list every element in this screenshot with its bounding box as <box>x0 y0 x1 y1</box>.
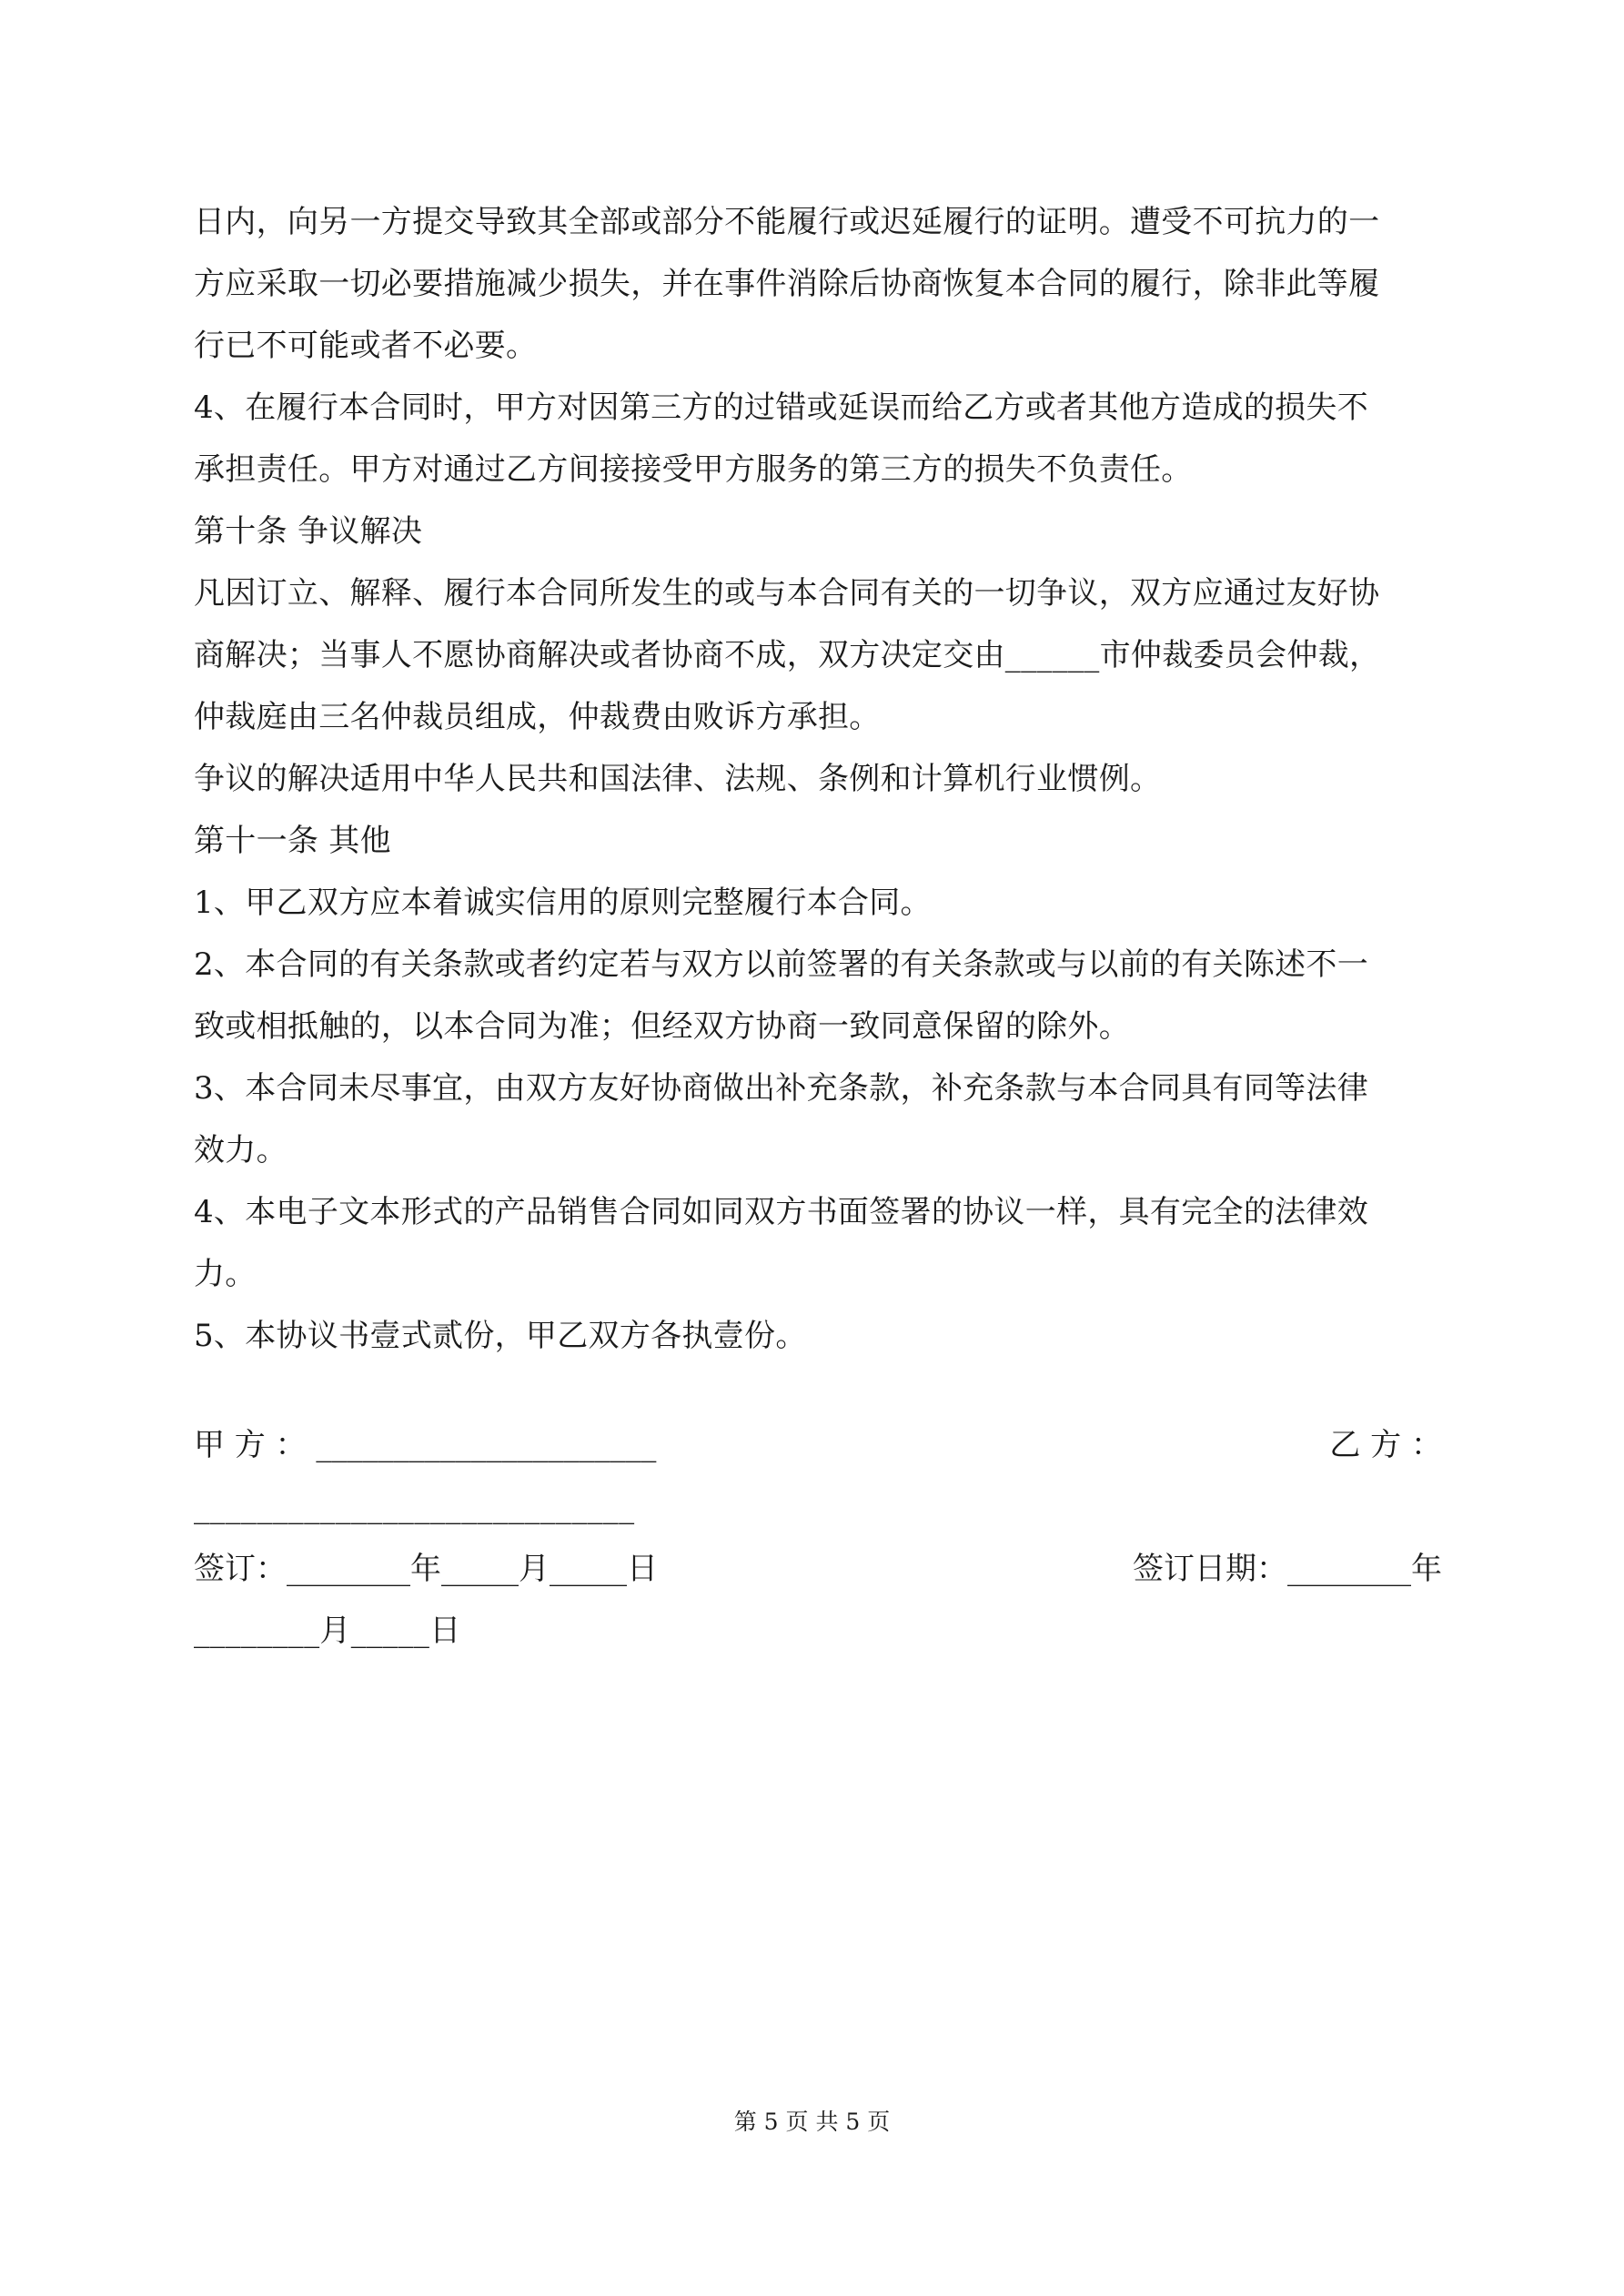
party-b-sign-date-cont: ________月_____日 <box>194 1613 461 1649</box>
text-line: 5、本协议书壹式贰份，甲乙双方各执壹份。 <box>194 1318 807 1354</box>
text-line: 2、本合同的有关条款或者约定若与双方以前签署的有关条款或与以前的有关陈述不一 <box>194 946 1369 983</box>
signature-spacer <box>194 1367 1442 1414</box>
text-line: 日内，向另一方提交导致其全部或部分不能履行或迟延履行的证明。遭受不可抗力的一 <box>194 204 1380 240</box>
party-b-signature: 乙 方 ： <box>1329 1427 1442 1463</box>
party-b-sign-date: 签订日期：________年 <box>1133 1551 1442 1587</box>
text-line: 致或相抵触的，以本合同为准；但经双方协商一致同意保留的除外。 <box>194 1008 1130 1045</box>
text-line: 方应采取一切必要措施减少损失，并在事件消除后协商恢复本合同的履行，除非此等履 <box>194 266 1380 302</box>
text-line: 行已不可能或者不必要。 <box>194 328 538 364</box>
text-line: 凡因订立、解释、履行本合同所发生的或与本合同有关的一切争议，双方应通过友好协 <box>194 575 1380 612</box>
signature-date-row <box>194 1538 1442 1600</box>
page-number: 第 5 页 共 5 页 <box>733 2109 891 2135</box>
text-line: 4、本电子文本形式的产品销售合同如同双方书面签署的协议一样，具有完全的法律效 <box>194 1194 1369 1230</box>
text-line: 4、在履行本合同时，甲方对因第三方的过错或延误而给乙方或者其他方造成的损失不 <box>194 389 1369 426</box>
text-line: 力。 <box>194 1256 257 1292</box>
text-line: 争议的解决适用中华人民共和国法律、法规、条例和计算机行业惯例。 <box>194 761 1162 797</box>
text-line: 3、本合同未尽事宜，由双方友好协商做出补充条款，补充条款与本合同具有同等法律 <box>194 1070 1369 1107</box>
party-b-signature-line: ____________________________ <box>194 1489 635 1525</box>
text-line: 1、甲乙双方应本着诚实信用的原则完整履行本合同。 <box>194 885 932 921</box>
text-line: 仲裁庭由三名仲裁员组成，仲裁费由败诉方承担。 <box>194 699 881 735</box>
section-heading: 第十条 争议解决 <box>194 513 423 550</box>
document-body <box>194 191 1442 1662</box>
party-a-signature: 甲 方 ： ______________________ <box>194 1427 657 1463</box>
signature-party-row <box>194 1414 1442 1476</box>
text-line: 承担责任。甲方对通过乙方间接接受甲方服务的第三方的损失不负责任。 <box>194 451 1193 488</box>
party-a-sign-date: 签订：________年_____月_____日 <box>194 1551 658 1587</box>
text-line: 商解决；当事人不愿协商解决或者协商不成，双方决定交由______市仲裁委员会仲裁， <box>194 637 1381 673</box>
text-line: 效力。 <box>194 1132 287 1168</box>
section-heading: 第十一条 其他 <box>194 823 391 859</box>
